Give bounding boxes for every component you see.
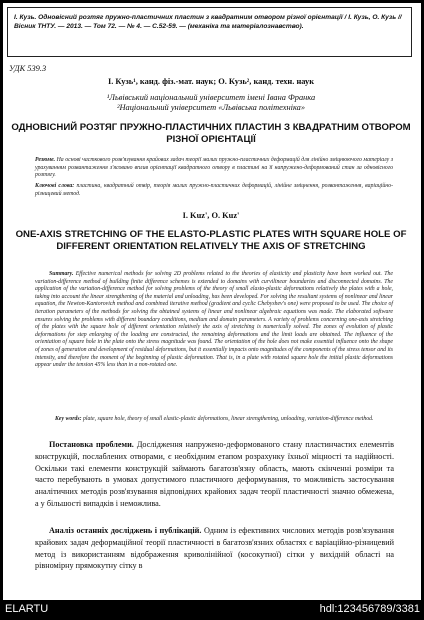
viewer-footer xyxy=(0,600,424,620)
authors-uk: І. Кузь¹, канд. фіз.-мат. наук; О. Кузь², канд. техн. наук xyxy=(107,77,315,86)
authors-en: I. Kuz', O. Kuz' xyxy=(182,211,240,220)
abstract-en xyxy=(35,271,393,370)
title-en: ONE-AXIS STRETCHING OF THE ELASTO-PLASTIC PLATES WITH SQUARE HOLE OF DIFFERENT ORIENTATION RELATIVELY THE AXIS OF STRETCHING xyxy=(15,229,407,252)
footer-handle-link[interactable]: hdl:123456789/3381 xyxy=(319,603,420,615)
keywords-uk-text: пластина, квадратний отвір, теорія малих пружно-пластичних деформацій, лінійне зміцнення, розвантаження, варіаційно-різницевий метод. xyxy=(35,183,394,197)
keywords-uk-label: Ключові слова: xyxy=(35,183,75,189)
citation-text: І. Кузь. Одновісний розтяг пружно-пластичних пластин з квадратним отвором різної орієнтації / І. Кузь, О. Кузь // Вісник ТНТУ. — 2013. — Том 72. — № 4. — С.52-59. — (механіка та матеріалознавство). xyxy=(14,14,402,30)
affiliation-2: ²Національний університет «Львівська політехніка» xyxy=(116,103,306,112)
affiliation-1: ¹Львівський національний університет імені Івана Франка xyxy=(106,93,316,102)
footer-repository-label: ELARTU xyxy=(5,603,49,615)
keywords-en xyxy=(55,416,393,424)
body-p2-text: Одним із ефективних числових методів розв'язування крайових задач деформаційної теорії пластичності в багатозв'язних областях є варіаційно-різницевий метод із використанням відображення криволінійної (косокутної) сітки у вихідній області на рівномірну прямокутну сітку в xyxy=(35,526,394,571)
title-uk: ОДНОВІСНИЙ РОЗТЯГ ПРУЖНО-ПЛАСТИЧНИХ ПЛАСТИН З КВАДРАТНИМ ОТВОРОМ РІЗНОЇ ОРІЄНТАЦІЇ xyxy=(11,122,411,145)
abstract-en-label: Summary. xyxy=(49,271,74,277)
udk-code: УДК 539.3 xyxy=(9,64,47,73)
body-p1-label: Постановка проблеми. xyxy=(49,440,134,449)
body-paragraph-analysis xyxy=(35,525,394,572)
abstract-uk-label: Резюме. xyxy=(35,157,56,163)
body-p1-text: Дослідження напружено-деформованого стану пластинчастих елементів конструкцій, послаблених отворами, є необхідним етапом розрахунку їхньої міцності та надійності. Оскільки такі елементи конструкцій займають багатозв'язну область, мають скінченні розміри та часто перебувають в умовах допустимого пластичного деформування, то можливість застосування аналітичних методів розв'язування відповідних крайових задач теорії пластичності значно обмежена, а у більшості випадків і неможлива. xyxy=(35,440,395,508)
abstract-uk xyxy=(35,157,393,180)
abstract-en-text: Effective numerical methods for solving 2D problems related to the theories of elasticity and plasticity have been worked out. The variation-difference method of building finite difference schemes is extended to domains with curvilinear boundaries and disconnected domains. The application of the variation-difference method for solving problems of the theory of small elasto-plastic deformations relatively the plates with a hole, taking into account the linear strengthening of the material and unloading, has been developed. For solving the resultant systems of nonlinear and linear equation, the Newton-Kantorovich method and combined iterative method (gradient and cyclic Chebyshev's one) were proposed to be used. The choice of iteration parameters of the methods for solving the obtained systems of linear and nonlinear algebraic equations was made. The elaborated software ensures solving the problems with different boundary conditions, medium and domain parameters. A variety of problems concerning one-axis stretching of the plates with the square hole of different orientation relatively the axis of stretching is numerically solved. The zones of evolution of plastic deformations for step enlarging of the loading are constructed, the remaining deformations and the limit loads are obtained. The influence of the orientation of square hole in the plate onto the stress magnitude was found. The orientation of the hole does not make essential influence onto the shape of zones of generation and development of residual deformations, but it essentially impacts onto magnitudes of the components of the stress tensor and its intensity, and therefore the moment of the beginning of plastic deformation. That is, in a plate with rotated square hole the initial plastic deformations appear under the tension 45% less than in a non-rotated one. xyxy=(35,271,393,369)
keywords-en-label: Key words: xyxy=(55,416,82,422)
body-paragraph-problem xyxy=(35,439,394,510)
keywords-en-text: plate, square hole, theory of small elastic-plastic deformations, linear strengthening, unloading, variation-difference method. xyxy=(81,416,374,422)
body-p2-label: Аналіз останніх досліджень і публікацій. xyxy=(49,526,202,535)
abstract-uk-text: На основі часткового розв'язування крайових задач теорії малих пружно-пластичних деформацій для лінійно зміцнюючого матеріалу з урахуванням розвантаження з'ясовано вплив орієнтації квадратного отвору в пластині на її напружено-деформований стан за одновісного розтягу. xyxy=(35,157,393,179)
citation-box xyxy=(7,7,412,57)
article-page xyxy=(3,3,421,600)
keywords-uk xyxy=(35,183,393,198)
